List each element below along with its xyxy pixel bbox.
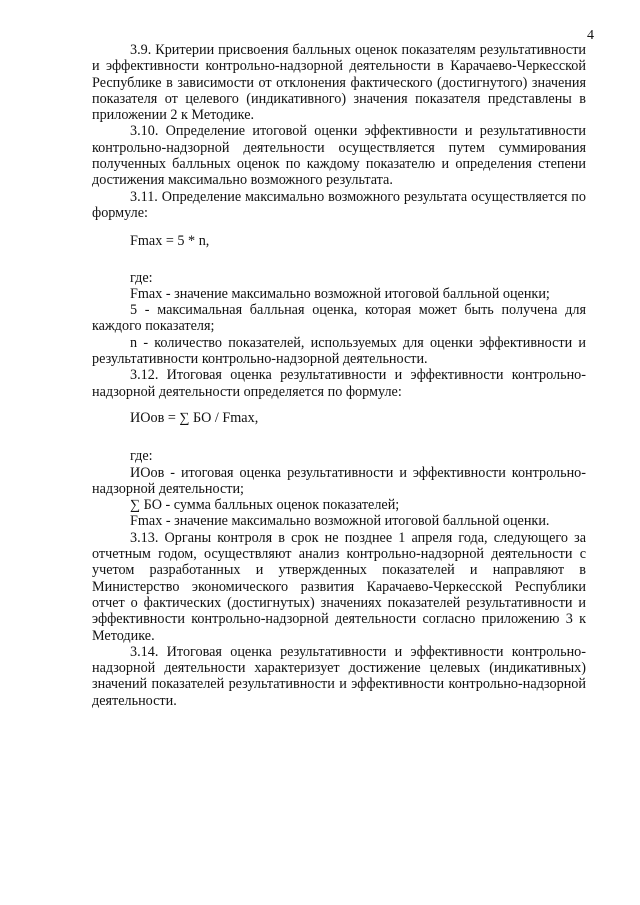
definition-fmax-2: Fmax - значение максимально возможной итоговой балльной оценки. [130, 513, 550, 530]
definition-bo: ∑ БО - сумма балльных оценок показателей; [130, 497, 400, 514]
definition-fmax: Fmax - значение максимально возможной итоговой балльной оценки; [130, 285, 550, 302]
paragraph-3-9: 3.9. Критерии присвоения балльных оценок показателям результативности и эффективности контрольно-надзорной деятельности в Карачаево-Черкесской Республике в зависимости от отклонения фактического (достигнутого) значения показателя от целевого (индикативного) значения показателя представлены в приложении 2 к Методике. [92, 42, 586, 124]
page-number: 4 [587, 28, 594, 43]
paragraph-3-10: 3.10. Определение итоговой оценки эффективности и результативности контрольно-надзорной деятельности осуществляется путем суммирования полученных балльных оценок по каждому показателю и определения степени достижения максимально возможного результата. [92, 123, 586, 189]
definition-n: n - количество показателей, используемых для оценки эффективности и результативности контрольно-надзорной деятельности. [92, 334, 586, 368]
paragraph-3-13: 3.13. Органы контроля в срок не позднее 1 апреля года, следующего за отчетным годом, осуществляют анализ контрольно-надзорной деятельности с учетом разработанных и утвержденных показателей и направляют в Министерство экономического развития Карачаево-Черкесской Республики отчет о фактических (достигнутых) значениях показателей результативности и эффективности контрольно-надзорной деятельности согласно приложению 3 к Методике. [92, 529, 586, 644]
document-body [92, 42, 586, 709]
formula-fmax: Fmax = 5 * n, [130, 233, 210, 250]
formula-ioov: ИОов = ∑ БО / Fmax, [130, 409, 259, 426]
definition-5: 5 - максимальная балльная оценка, которая может быть получена для каждого показателя; [92, 302, 586, 335]
definition-ioov: ИОов - итоговая оценка результативности и эффективности контрольно-надзорной деятельности; [92, 464, 586, 497]
paragraph-3-11: 3.11. Определение максимально возможного результата осуществляется по формуле: [92, 188, 586, 221]
where-label-2: где: [130, 448, 153, 465]
paragraph-3-12: 3.12. Итоговая оценка результативности и эффективности контрольно-надзорной деятельности определяется по формуле: [92, 367, 586, 400]
paragraph-3-14: 3.14. Итоговая оценка результативности и эффективности контрольно-надзорной деятельности характеризует достижение целевых (индикативных) значений показателей результативности и эффективности контрольно-надзорной деятельности. [92, 643, 586, 709]
where-label-1: где: [130, 269, 153, 286]
